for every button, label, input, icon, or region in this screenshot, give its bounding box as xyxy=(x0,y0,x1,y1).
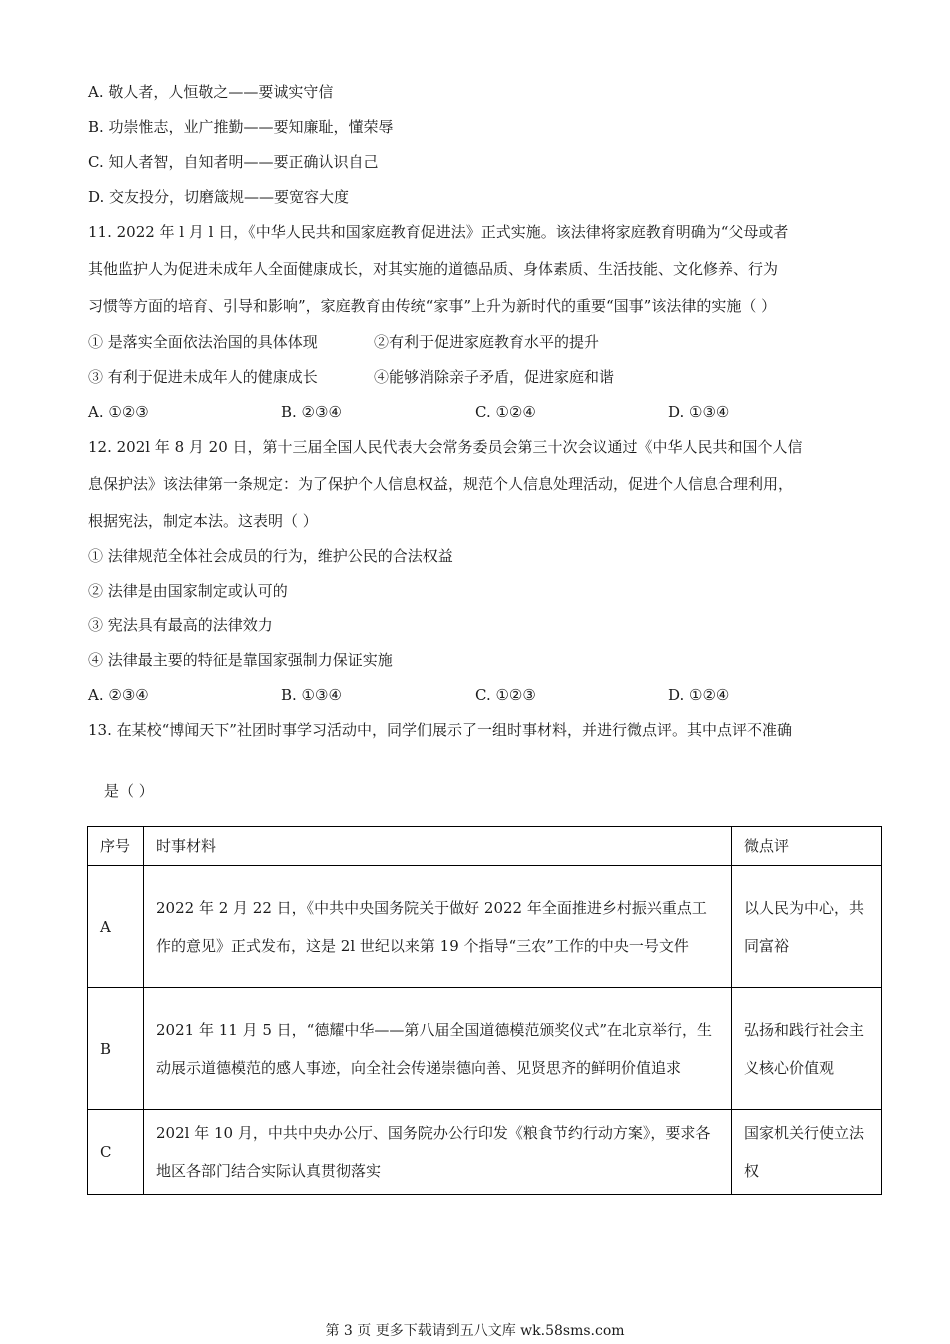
comment-cell: 国家机关行使立法权 xyxy=(732,1110,882,1195)
q12-statement-4: ④ 法律最主要的特征是靠国家强制力保证实施 xyxy=(88,651,393,669)
q11-choice-b: B. ②③④ xyxy=(281,403,342,421)
table-row xyxy=(88,866,882,988)
q11-statement-1: ① 是落实全面依法治国的具体体现 xyxy=(88,333,318,351)
q12-stem-line: 12. 202l 年 8 月 20 日，第十三届全国人民代表大会常务委员会第三十次会议通过《中华人民共和国个人信 xyxy=(88,438,803,456)
page-footer: 第 3 页 更多下载请到五八文库 wk.58sms.com xyxy=(325,1323,625,1339)
q12-statement-2: ② 法律是由国家制定或认可的 xyxy=(88,582,288,600)
q11-stem-line: 11. 2022 年 l 月 l 日，《中华人民共和国家庭教育促进法》正式实施。该法律将家庭教育明确为“父母或者 xyxy=(88,223,789,241)
q11-statement-2: ②有利于促进家庭教育水平的提升 xyxy=(374,333,600,351)
header-cell: 序号 xyxy=(88,827,144,866)
q13-stem-line: 是（ ） xyxy=(104,782,154,800)
q10-option-c: C. 知人者智，自知者明——要正确认识自己 xyxy=(88,153,379,171)
q10-option-b: B. 功崇惟志，业广推勤——要知廉耻，懂荣辱 xyxy=(88,118,394,136)
material-cell: 2022 年 2 月 22 日，《中共中央国务院关于做好 2022 年全面推进乡村振兴重点工作的意见》正式发布，这是 2l 世纪以来第 19 个指导“三农”工作的中央一号文件 xyxy=(144,866,732,988)
q12-statement-3: ③ 宪法具有最高的法律效力 xyxy=(88,616,273,634)
q12-choice-d: D. ①②④ xyxy=(668,686,730,704)
row-id-cell: A xyxy=(88,866,144,988)
q13-stem-line: 13. 在某校“博闻天下”社团时事学习活动中，同学们展示了一组时事材料，并进行微点评。其中点评不准确 xyxy=(88,721,792,739)
header-cell: 时事材料 xyxy=(144,827,732,866)
q12-stem-line: 息保护法》该法律第一条规定：为了保护个人信息权益，规范个人信息处理活动，促进个人信息合理利用， xyxy=(88,475,794,493)
q11-stem-line: 习惯等方面的培育、引导和影响”，家庭教育由传统“家事”上升为新时代的重要“国事”该法律的实施（ ） xyxy=(88,297,777,315)
q12-choice-a: A. ②③④ xyxy=(88,686,149,704)
row-id-cell: C xyxy=(88,1110,144,1195)
comment-cell: 以人民为中心，共同富裕 xyxy=(732,866,882,988)
material-cell: 2021 年 11 月 5 日，“德耀中华——第八届全国道德模范颁奖仪式”在北京举行，生动展示道德模范的感人事迹，向全社会传递崇德向善、见贤思齐的鲜明价值追求 xyxy=(144,988,732,1110)
table-row xyxy=(88,1110,882,1195)
q13-table xyxy=(87,826,882,1195)
header-cell: 微点评 xyxy=(732,827,882,866)
q11-statement-3: ③ 有利于促进未成年人的健康成长 xyxy=(88,368,318,386)
q12-choice-b: B. ①③④ xyxy=(281,686,342,704)
material-cell: 202l 年 10 月，中共中央办公厅、国务院办公行印发《粮食节约行动方案》，要求各地区各部门结合实际认真贯彻落实 xyxy=(144,1110,732,1195)
table-row xyxy=(88,988,882,1110)
q11-stem-line: 其他监护人为促进未成年人全面健康成长，对其实施的道德品质、身体素质、生活技能、文化修养、行为 xyxy=(88,260,779,278)
q11-statement-4: ④能够消除亲子矛盾，促进家庭和谐 xyxy=(374,368,615,386)
row-id-cell: B xyxy=(88,988,144,1110)
q12-statement-1: ① 法律规范全体社会成员的行为，维护公民的合法权益 xyxy=(88,547,453,565)
q11-choice-d: D. ①③④ xyxy=(668,403,730,421)
q10-option-d: D. 交友投分，切磨箴规——要宽容大度 xyxy=(88,188,350,206)
table-header-row xyxy=(88,827,882,866)
q12-stem-line: 根据宪法，制定本法。这表明（ ） xyxy=(88,512,318,530)
q12-choice-c: C. ①②③ xyxy=(475,686,536,704)
comment-cell: 弘扬和践行社会主义核心价值观 xyxy=(732,988,882,1110)
q11-choice-c: C. ①②④ xyxy=(475,403,536,421)
q10-option-a: A. 敬人者，人恒敬之——要诚实守信 xyxy=(88,83,334,101)
q11-choice-a: A. ①②③ xyxy=(88,403,149,421)
